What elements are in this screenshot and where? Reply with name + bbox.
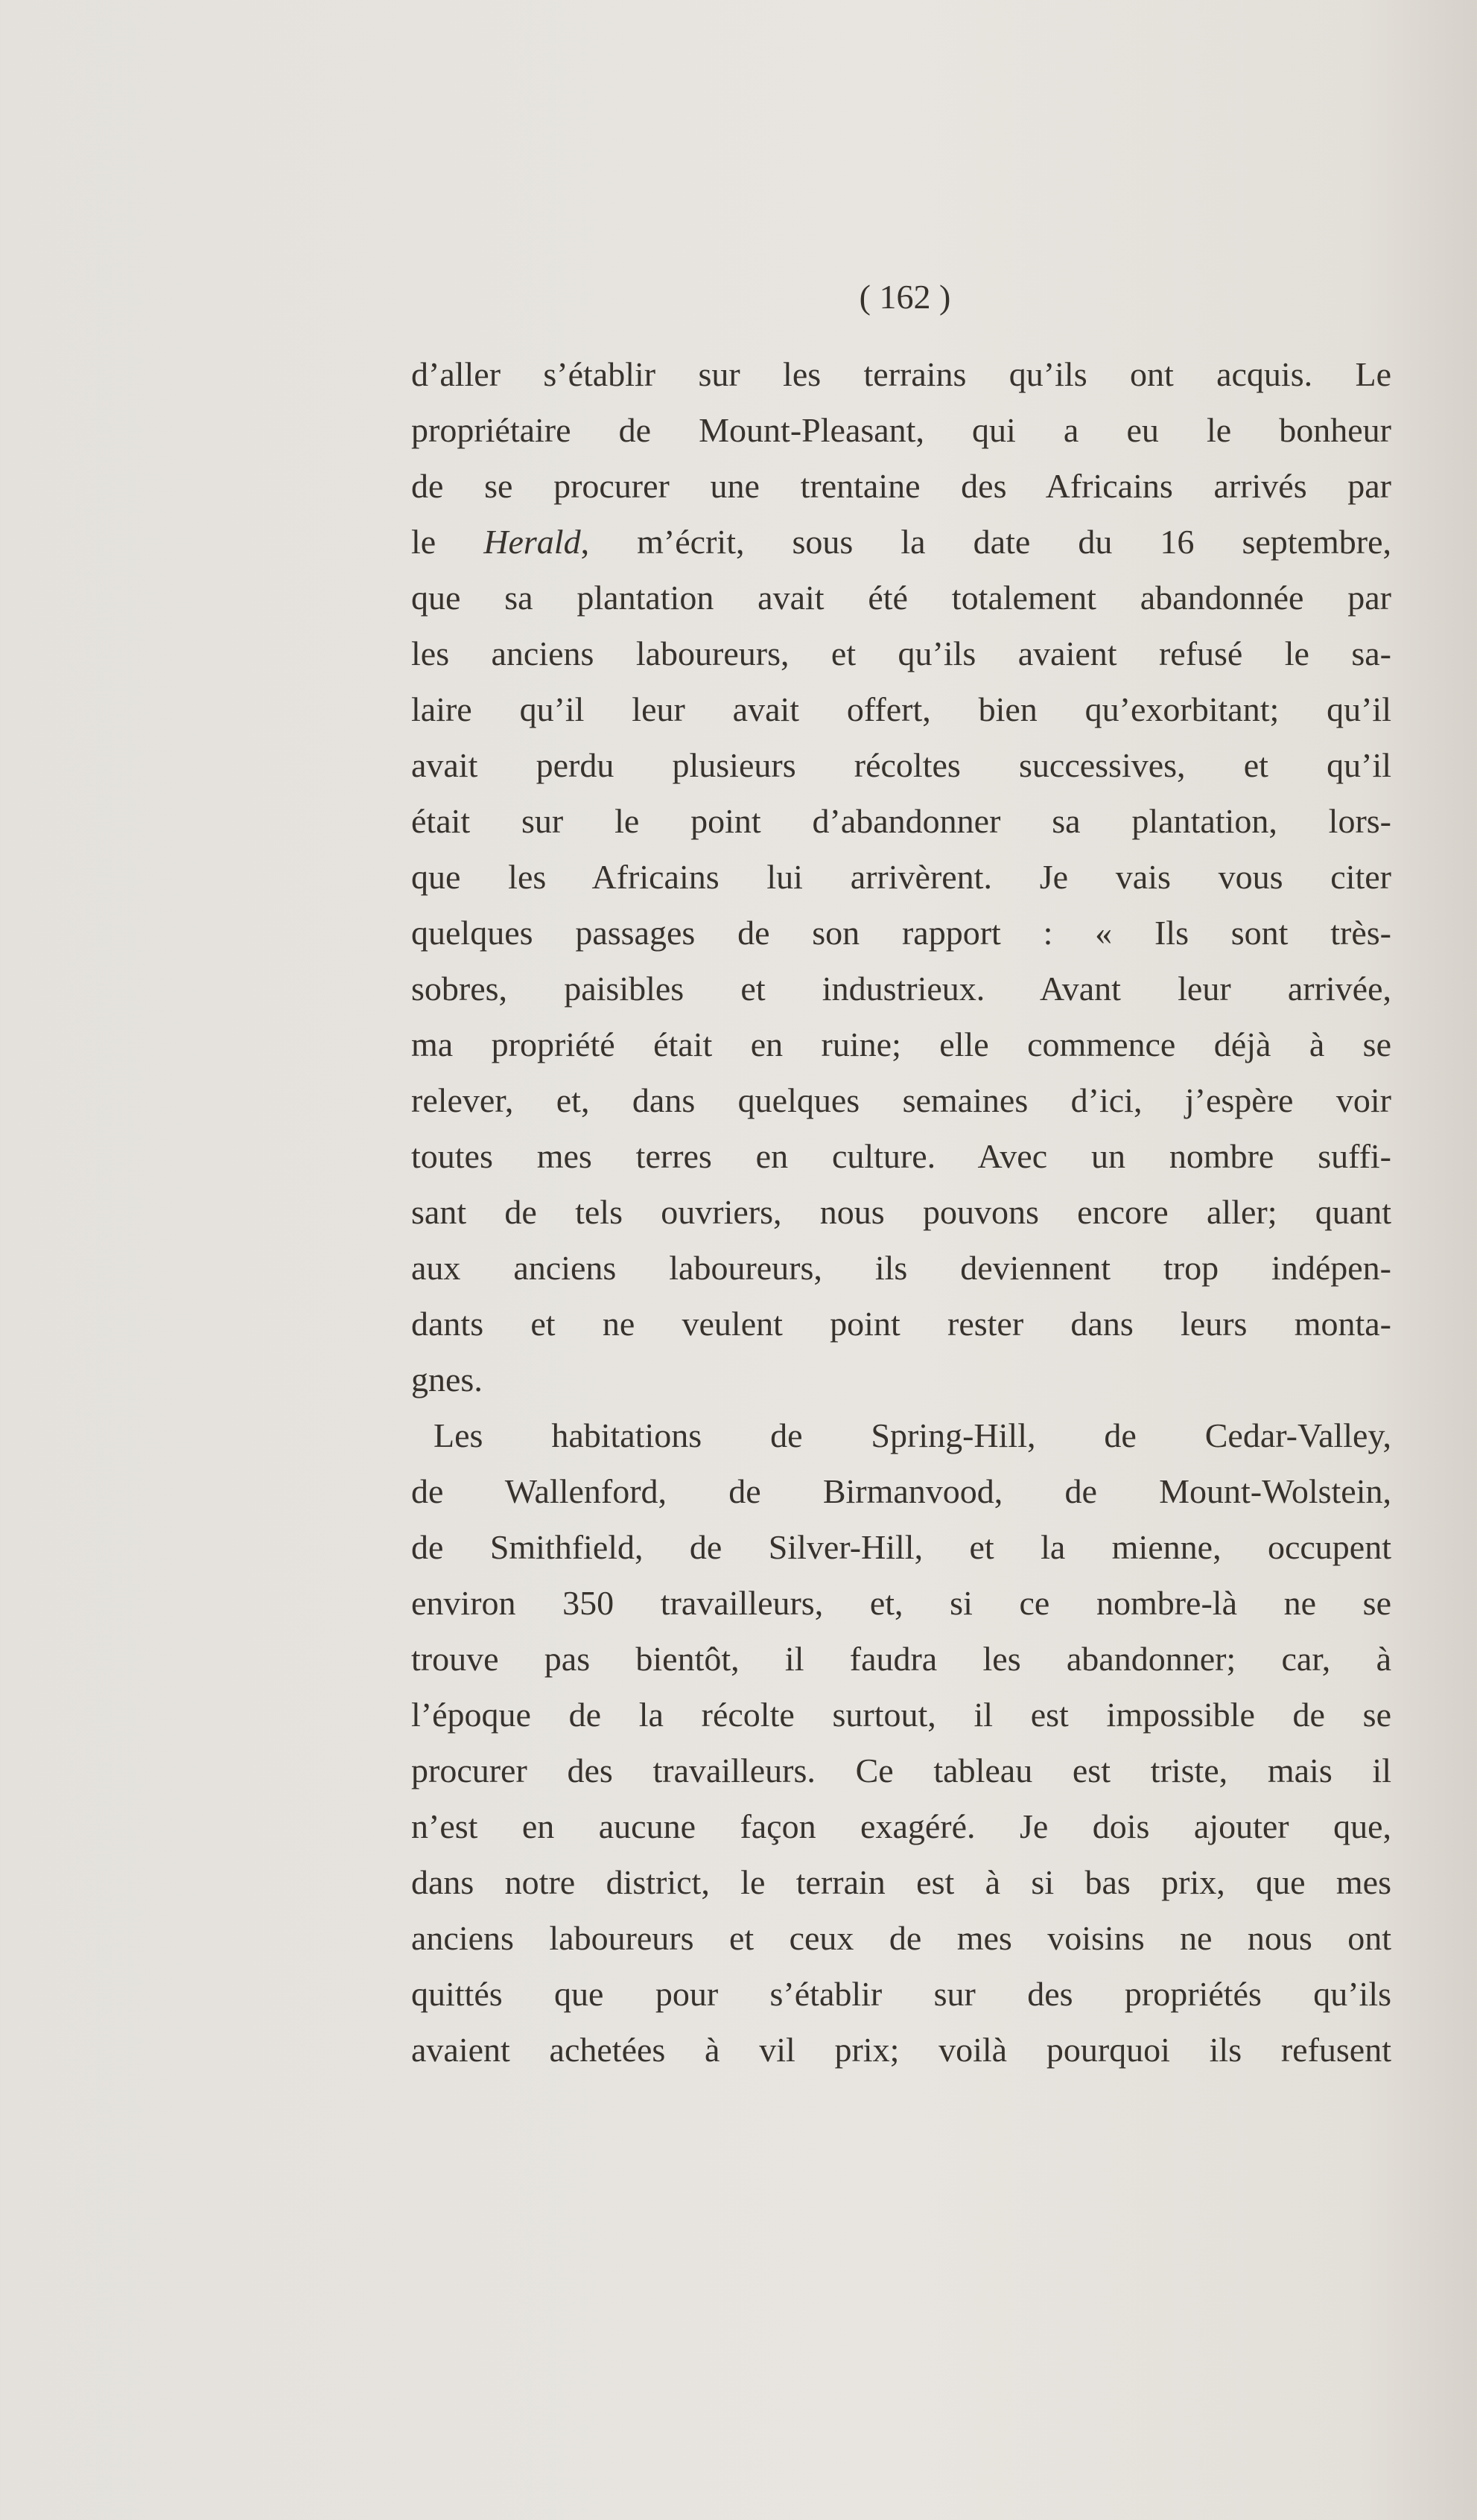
text-segment: n’est en aucune façon exagéré. Je dois ajouter que, bbox=[411, 1807, 1391, 1845]
text-segment: procurer des travailleurs. Ce tableau est triste, mais il bbox=[411, 1751, 1391, 1789]
text-segment: propriétaire de Mount-Pleasant, qui a eu le bonheur bbox=[411, 411, 1391, 449]
text-line bbox=[411, 1407, 1391, 1463]
text-line bbox=[411, 1798, 1391, 1854]
text-line bbox=[411, 1743, 1391, 1798]
text-segment: de Wallenford, de Birmanvood, de Mount-Wolstein, bbox=[411, 1472, 1391, 1510]
text-line bbox=[411, 1240, 1391, 1296]
text-line bbox=[411, 1910, 1391, 1966]
text-line bbox=[411, 1128, 1391, 1184]
text-line bbox=[411, 1631, 1391, 1687]
text-segment: sant de tels ouvriers, nous pouvons encore aller; quant bbox=[411, 1193, 1391, 1231]
text-segment: était sur le point d’abandonner sa plantation, lors- bbox=[411, 802, 1391, 840]
text-segment: aux anciens laboureurs, ils deviennent trop indépen- bbox=[411, 1249, 1391, 1287]
text-segment: avaient achetées à vil prix; voilà pourquoi ils refusent bbox=[411, 2031, 1391, 2069]
text-segment: laire qu’il leur avait offert, bien qu’exorbitant; qu’il bbox=[411, 690, 1391, 728]
text-segment: l’époque de la récolte surtout, il est impossible de se bbox=[411, 1696, 1391, 1734]
page-number: ( 162 ) bbox=[859, 278, 951, 316]
text-line bbox=[411, 626, 1391, 681]
text-line bbox=[411, 1016, 1391, 1072]
text-segment: relever, et, dans quelques semaines d’ici, j’espère voir bbox=[411, 1081, 1391, 1119]
text-line bbox=[411, 1966, 1391, 2022]
text-line bbox=[411, 737, 1391, 793]
text-segment: que sa plantation avait été totalement abandonnée par bbox=[411, 579, 1391, 617]
text-line bbox=[411, 849, 1391, 905]
text-segment: sobres, paisibles et industrieux. Avant leur arrivée, bbox=[411, 970, 1391, 1008]
text-line bbox=[411, 1184, 1391, 1240]
text-segment: que les Africains lui arrivèrent. Je vais vous citer bbox=[411, 858, 1391, 896]
text-line bbox=[411, 961, 1391, 1016]
text-line bbox=[411, 1296, 1391, 1352]
text-segment: avait perdu plusieurs récoltes successives, et qu’il bbox=[411, 746, 1391, 784]
text-line bbox=[411, 1687, 1391, 1743]
text-line bbox=[411, 1463, 1391, 1519]
text-line bbox=[411, 402, 1391, 458]
text-line bbox=[411, 905, 1391, 961]
text-line bbox=[411, 793, 1391, 849]
text-line bbox=[411, 458, 1391, 514]
text-segment: Les habitations de Spring-Hill, de Cedar-Valley, bbox=[433, 1416, 1391, 1454]
text-line bbox=[411, 1072, 1391, 1128]
body-text bbox=[411, 346, 1391, 2078]
text-line bbox=[411, 570, 1391, 626]
text-segment: quittés que pour s’établir sur des propriétés qu’ils bbox=[411, 1975, 1391, 2013]
text-segment: ma propriété était en ruine; elle commence déjà à se bbox=[411, 1025, 1391, 1063]
text-segment: dants et ne veulent point rester dans leurs monta- bbox=[411, 1305, 1391, 1343]
text-segment: dans notre district, le terrain est à si bas prix, que mes bbox=[411, 1863, 1391, 1901]
text-segment: de se procurer une trentaine des Africains arrivés par bbox=[411, 467, 1391, 505]
text-segment: d’aller s’établir sur les terrains qu’ils ont acquis. Le bbox=[411, 355, 1391, 393]
text-line bbox=[411, 514, 1391, 570]
text-line bbox=[411, 1575, 1391, 1631]
text-segment: quelques passages de son rapport : « Ils sont très- bbox=[411, 914, 1391, 952]
text-segment: , m’écrit, sous la date du 16 septembre, bbox=[580, 523, 1391, 561]
text-line bbox=[411, 346, 1391, 402]
text-segment: les anciens laboureurs, et qu’ils avaient refusé le sa- bbox=[411, 634, 1391, 672]
text-segment: anciens laboureurs et ceux de mes voisins ne nous ont bbox=[411, 1919, 1391, 1957]
italic-text: Herald bbox=[483, 523, 581, 561]
text-line bbox=[411, 1352, 1391, 1407]
text-segment: environ 350 travailleurs, et, si ce nombre-là ne se bbox=[411, 1584, 1391, 1622]
text-segment: gnes. bbox=[411, 1361, 483, 1399]
text-line bbox=[411, 1519, 1391, 1575]
text-segment: toutes mes terres en culture. Avec un nombre suffi- bbox=[411, 1137, 1391, 1175]
text-segment: de Smithfield, de Silver-Hill, et la mienne, occupent bbox=[411, 1528, 1391, 1566]
text-line bbox=[411, 2022, 1391, 2078]
text-segment: le bbox=[411, 523, 484, 561]
text-line bbox=[411, 1854, 1391, 1910]
text-segment: trouve pas bientôt, il faudra les abandonner; car, à bbox=[411, 1640, 1391, 1678]
text-line bbox=[411, 681, 1391, 737]
